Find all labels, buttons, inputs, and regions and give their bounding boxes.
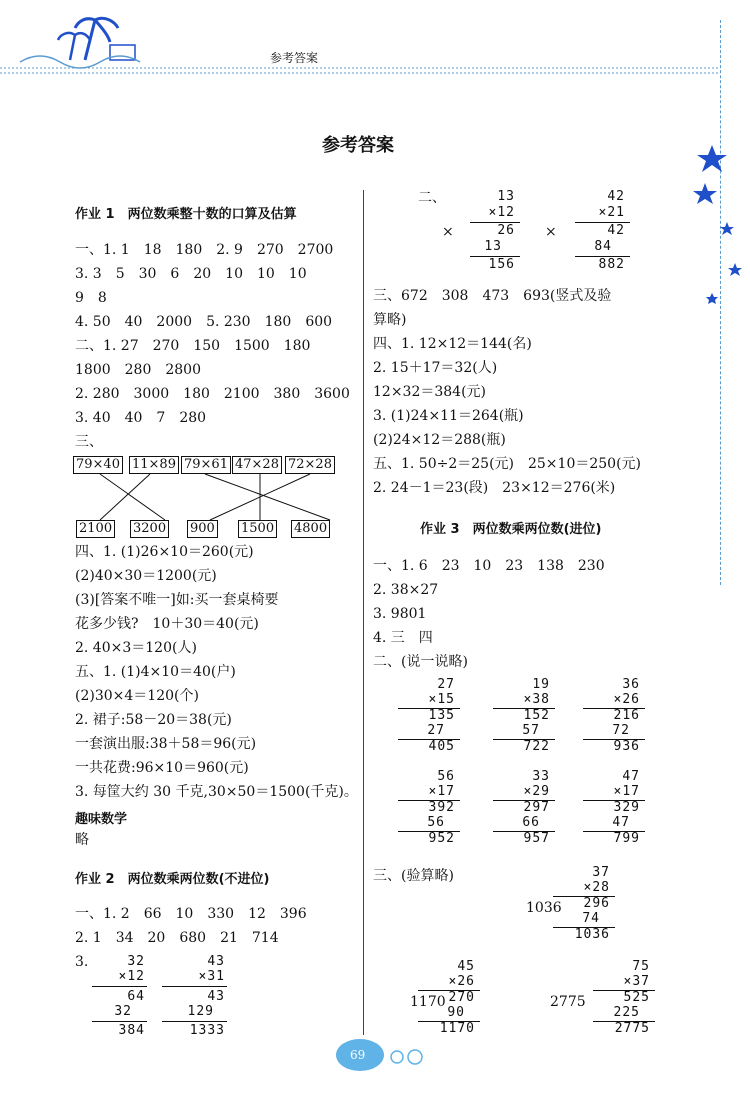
hw2-line: 二、 (418, 190, 446, 206)
hw3-line: 一、1. 6 23 10 23 138 230 (373, 558, 605, 574)
calc-partial: 74 (582, 911, 600, 926)
times-sign: × (442, 224, 454, 240)
hw3-line: 三、(验算略) (373, 868, 454, 884)
check-value: 2775 (550, 994, 586, 1010)
fun-math-answer: 略 (75, 832, 89, 848)
calc-multiplier: ×37 (623, 974, 650, 989)
calc-multiplicand: 47 (622, 769, 640, 784)
calc-multiplier: ×26 (448, 974, 475, 989)
calc-partial: 270 (448, 990, 475, 1005)
calc-multiplier: ×38 (523, 692, 550, 707)
calc-result: 936 (613, 739, 640, 754)
calc-partial: 392 (428, 800, 455, 815)
calc-rule (398, 831, 460, 832)
hw2-line: 算略) (373, 312, 407, 328)
calc-partial: 64 (127, 989, 145, 1004)
calc-result: 1333 (189, 1023, 225, 1038)
calc-multiplicand: 56 (437, 769, 455, 784)
hw3-line: 4. 三 四 (373, 630, 433, 646)
match-bottom-box: 4800 (291, 520, 330, 538)
calc-multiplier: ×29 (523, 784, 550, 799)
hw2-title: 作业 2 两位数乘两位数(不进位) (75, 872, 270, 887)
hw2-line: 2. 15＋17＝32(人) (373, 360, 498, 376)
hw2-line: 3. (1)24×11＝264(瓶) (373, 408, 524, 424)
calc-multiplier: ×17 (428, 784, 455, 799)
calc-partial: 26 (497, 223, 515, 238)
calc-partial: 296 (583, 896, 610, 911)
calc-partial: 129 (187, 1004, 214, 1019)
calc-multiplicand: 27 (437, 677, 455, 692)
calc-partial: 27 (427, 723, 445, 738)
header-decoration (0, 10, 750, 80)
hw1-line: 3. 每筐大约 30 千克,30×50＝1500(千克)。 (75, 784, 358, 800)
calc-multiplier: ×21 (598, 205, 625, 220)
calc-multiplicand: 32 (127, 954, 145, 969)
calc-rule (493, 831, 555, 832)
calc-partial: 47 (612, 815, 630, 830)
calc-result: 156 (488, 257, 515, 272)
calc-rule (162, 986, 227, 987)
calc-partial: 525 (623, 990, 650, 1005)
match-bottom-box: 1500 (238, 520, 277, 538)
calc-result: 882 (598, 257, 625, 272)
calc-rule (553, 896, 615, 897)
hw2-line: 12×32＝384(元) (373, 384, 487, 400)
hw1-line: 花多少钱? 10＋30＝40(元) (75, 616, 259, 632)
calc-partial: 84 (594, 239, 612, 254)
check-value: 1170 (410, 994, 446, 1010)
calc-multiplicand: 43 (207, 954, 225, 969)
hw1-line: 1800 280 2800 (75, 362, 201, 378)
calc-rule (162, 1021, 227, 1022)
calc-rule (493, 739, 555, 740)
calc-partial: 13 (484, 239, 502, 254)
calc-partial: 225 (613, 1005, 640, 1020)
hw2-line: (2)24×12＝288(瓶) (373, 432, 506, 448)
match-top-box: 72×28 (285, 456, 335, 474)
calc-result: 384 (118, 1023, 145, 1038)
hw1-line: 3. 40 40 7 280 (75, 410, 207, 426)
calc-multiplier: ×31 (198, 969, 225, 984)
hw1-line: 二、1. 27 270 150 1500 180 (75, 338, 311, 354)
hw2-line: 三、672 308 473 693(竖式及验 (373, 288, 612, 304)
hw1-line: (2)40×30＝1200(元) (75, 568, 217, 584)
hw1-line: 4. 50 40 2000 5. 230 180 600 (75, 314, 333, 330)
column-divider (363, 190, 364, 1035)
calc-multiplicand: 13 (497, 189, 515, 204)
calc-multiplier: ×15 (428, 692, 455, 707)
calc-multiplicand: 37 (592, 865, 610, 880)
hw1-line: 四、1. (1)26×10＝260(元) (75, 544, 254, 560)
calc-multiplicand: 42 (607, 189, 625, 204)
calc-multiplicand: 33 (532, 769, 550, 784)
calc-result: 1036 (574, 927, 610, 942)
match-top-box: 47×28 (232, 456, 282, 474)
calc-partial: 297 (523, 800, 550, 815)
calc-rule (92, 1021, 147, 1022)
calc-multiplicand: 19 (532, 677, 550, 692)
check-value: 1036 (526, 900, 562, 916)
star-icon (690, 145, 750, 310)
match-bottom-box: 3200 (130, 520, 169, 538)
calc-rule (593, 1021, 655, 1022)
calc-multiplier: ×28 (583, 880, 610, 895)
calc-rule (553, 927, 615, 928)
hw1-line: 3. 3 5 30 6 20 10 10 10 (75, 266, 307, 282)
match-top-box: 79×40 (73, 456, 123, 474)
calc-multiplier: ×12 (118, 969, 145, 984)
hw1-title: 作业 1 两位数乘整十数的口算及估算 (75, 207, 297, 222)
hw3-line: 2. 38×27 (373, 582, 439, 598)
hw3-line: 二、(说一说略) (373, 654, 468, 670)
calc-partial: 90 (447, 1005, 465, 1020)
hw1-line: 一、1. 1 18 180 2. 9 270 2700 (75, 242, 334, 258)
match-bottom-box: 2100 (76, 520, 115, 538)
hw2-line: 2. 1 34 20 680 21 714 (75, 930, 279, 946)
calc-partial: 57 (522, 723, 540, 738)
calc-multiplier: ×17 (613, 784, 640, 799)
match-bottom-box: 900 (187, 520, 218, 538)
hw1-line: 三、 (75, 434, 103, 450)
calc-rule (418, 990, 480, 991)
calc-rule (418, 1021, 480, 1022)
calc-multiplicand: 36 (622, 677, 640, 692)
page-number: 69 (350, 1048, 366, 1062)
calc-rule (92, 986, 147, 987)
calc-result: 405 (428, 739, 455, 754)
match-top-box: 11×89 (129, 456, 179, 474)
calc-rule (398, 800, 460, 801)
calc-multiplicand: 45 (457, 959, 475, 974)
calc-rule (493, 800, 555, 801)
calc-partial: 135 (428, 708, 455, 723)
hw1-line: (3)[答案不唯一]如:买一套桌椅要 (75, 592, 279, 608)
calc-rule (493, 708, 555, 709)
fun-math-title: 趣味数学 (75, 812, 128, 827)
hw1-line: 一共花费:96×10＝960(元) (75, 760, 249, 776)
calc-rule (583, 708, 645, 709)
calc-partial: 32 (114, 1004, 132, 1019)
hw1-line: 2. 裙子:58－20＝38(元) (75, 712, 232, 728)
calc-partial: 329 (613, 800, 640, 815)
hw2-line: 四、1. 12×12＝144(名) (373, 336, 532, 352)
hw1-line: 五、1. (1)4×10＝40(户) (75, 664, 236, 680)
calc-rule (398, 708, 460, 709)
hw1-line: (2)30×4＝120(个) (75, 688, 199, 704)
calc-result: 799 (613, 831, 640, 846)
calc-partial: 72 (612, 723, 630, 738)
hw2-line: 3. (75, 954, 89, 970)
calc-partial: 152 (523, 708, 550, 723)
calc-result: 1170 (439, 1021, 475, 1036)
hw2-line: 五、1. 50÷2＝25(元) 25×10＝250(元) (373, 456, 642, 472)
calc-multiplier: ×12 (488, 205, 515, 220)
calc-rule (583, 739, 645, 740)
hw3-title: 作业 3 两位数乘两位数(进位) (420, 522, 602, 537)
calc-result: 2775 (614, 1021, 650, 1036)
match-lines (70, 472, 350, 522)
hw2-line: 一、1. 2 66 10 330 12 396 (75, 906, 307, 922)
calc-result: 957 (523, 831, 550, 846)
hw2-line: 2. 24－1＝23(段) 23×12＝276(米) (373, 480, 616, 496)
hw1-line: 2. 280 3000 180 2100 380 3600 (75, 386, 350, 402)
calc-result: 722 (523, 739, 550, 754)
calc-partial: 216 (613, 708, 640, 723)
match-top-box: 79×61 (181, 456, 231, 474)
calc-partial: 66 (522, 815, 540, 830)
calc-result: 952 (428, 831, 455, 846)
header-title: 参考答案 (270, 51, 319, 65)
times-sign: × (545, 224, 557, 240)
hw1-line: 9 8 (75, 290, 107, 306)
page-title: 参考答案 (322, 135, 394, 156)
calc-rule (583, 831, 645, 832)
hw1-line: 一套演出服:38＋58＝96(元) (75, 736, 257, 752)
hw1-line: 2. 40×3＝120(人) (75, 640, 197, 656)
calc-rule (583, 800, 645, 801)
calc-partial: 42 (607, 223, 625, 238)
hw3-line: 3. 9801 (373, 606, 427, 622)
calc-partial: 56 (427, 815, 445, 830)
calc-partial: 43 (207, 989, 225, 1004)
calc-multiplicand: 75 (632, 959, 650, 974)
calc-rule (593, 990, 655, 991)
calc-rule (398, 739, 460, 740)
calc-multiplier: ×26 (613, 692, 640, 707)
